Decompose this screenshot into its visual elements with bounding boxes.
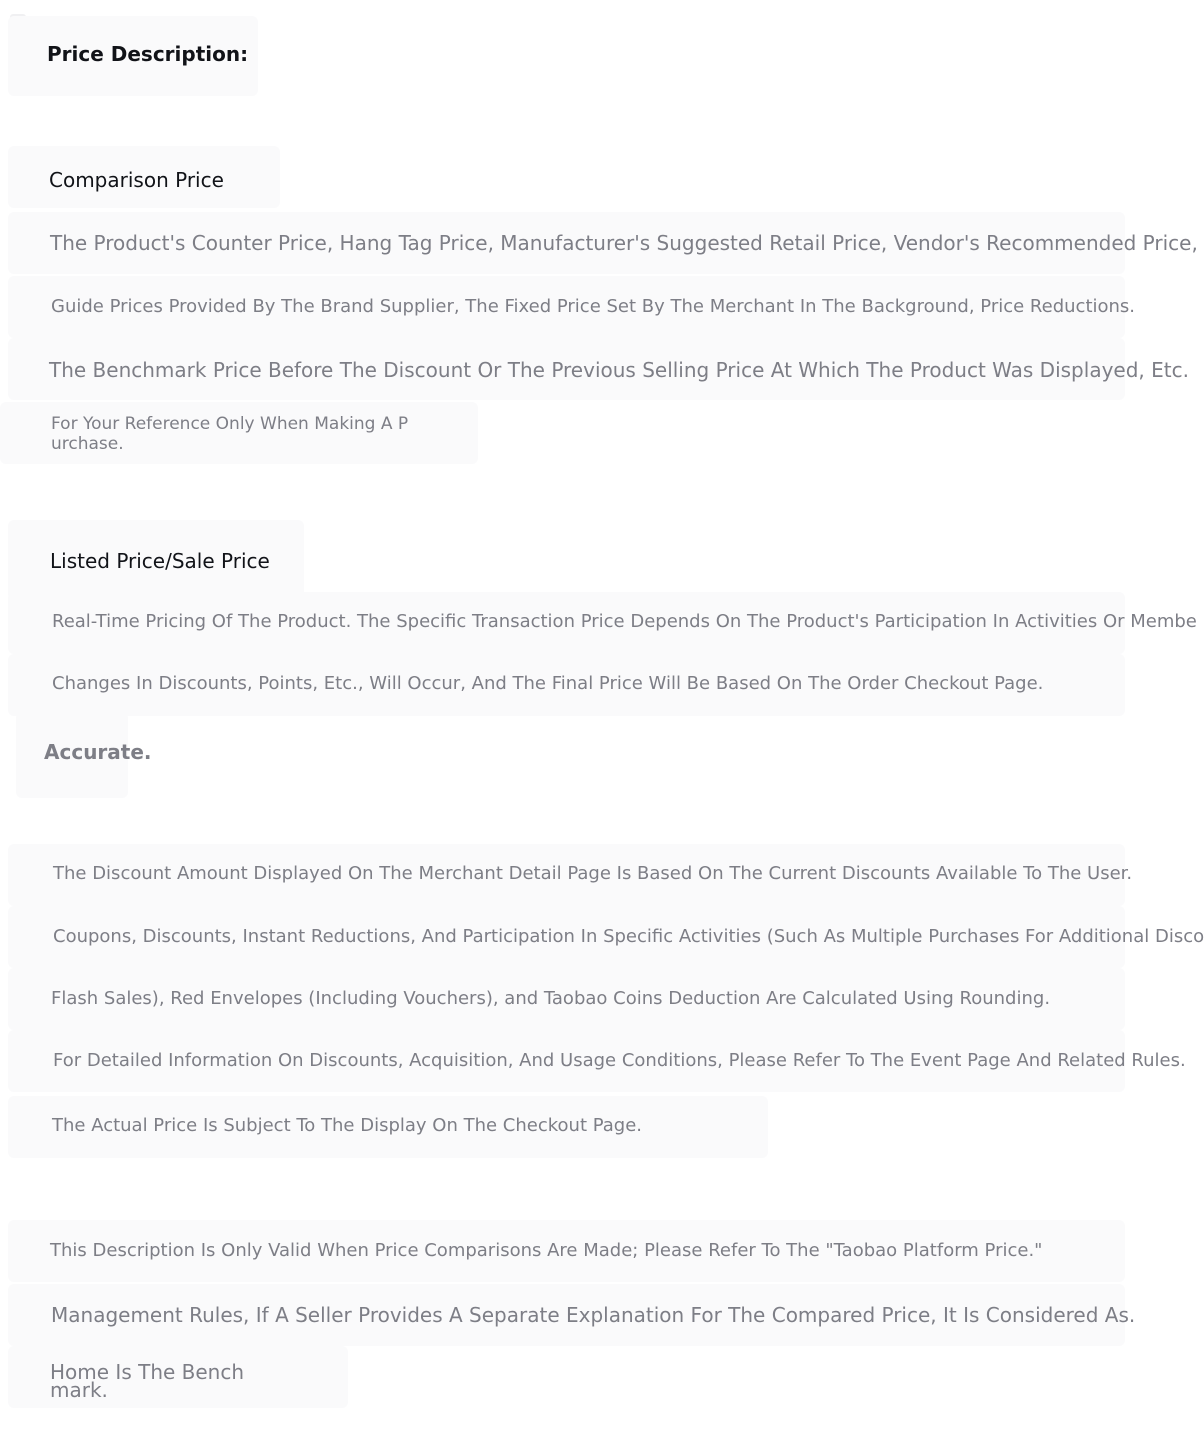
discount-line-3-block bbox=[8, 968, 1125, 1030]
discount-line-1-block bbox=[8, 844, 1133, 906]
comparison-heading-block bbox=[8, 146, 280, 208]
comparison-line-1: The Product's Counter Price, Hang Tag Price, Manufacturer's Suggested Retail Price, Vendor's Recommended Price, bbox=[50, 231, 1198, 255]
notice-line-2: Management Rules, If A Seller Provides A Separate Explanation For The Compared Price, It Is Considered As. bbox=[51, 1303, 1136, 1327]
discount-line-5-block bbox=[8, 1096, 768, 1158]
listed-line-3-block bbox=[16, 712, 152, 798]
listed-line-2: Changes In Discounts, Points, Etc., Will Occur, And The Final Price Will Be Based On The Order Checkout Page. bbox=[52, 673, 1044, 694]
comparison-line-3: The Benchmark Price Before The Discount Or The Previous Selling Price At Which The Product Was Displayed, Etc. bbox=[49, 358, 1189, 382]
comparison-line-1-block bbox=[8, 212, 1198, 274]
notice-line-1: This Description Is Only Valid When Price Comparisons Are Made; Please Refer To The "Taobao Platform Price." bbox=[50, 1240, 1043, 1261]
comparison-heading: Comparison Price bbox=[49, 168, 224, 192]
listed-line-3: Accurate. bbox=[44, 740, 152, 764]
listed-line-1: Real-Time Pricing Of The Product. The Specific Transaction Price Depends On The Product's Participation In Activities Or Membe bbox=[52, 611, 1197, 632]
comparison-line-3-block bbox=[8, 338, 1189, 400]
comparison-line-4-block bbox=[0, 402, 478, 464]
discount-line-3: Flash Sales), Red Envelopes (Including Vouchers), and Taobao Coins Deduction Are Calculated Using Rounding. bbox=[51, 988, 1051, 1009]
notice-line-3: Home Is The Benchmark. bbox=[50, 1360, 245, 1402]
listed-line-2-block bbox=[8, 654, 1125, 716]
discount-line-1: The Discount Amount Displayed On The Merchant Detail Page Is Based On The Current Discounts Available To The User. bbox=[53, 863, 1133, 884]
comparison-line-2: Guide Prices Provided By The Brand Supplier, The Fixed Price Set By The Merchant In The Background, Price Reductions. bbox=[51, 296, 1136, 317]
comparison-line-2-block bbox=[8, 276, 1136, 338]
notice-line-3-block bbox=[8, 1346, 348, 1408]
title-block bbox=[8, 16, 258, 96]
discount-line-5: The Actual Price Is Subject To The Display On The Checkout Page. bbox=[52, 1115, 643, 1136]
comparison-line-4: For Your Reference Only When Making A Purchase. bbox=[51, 414, 409, 454]
discount-line-2: Coupons, Discounts, Instant Reductions, And Participation In Specific Activities (Such As Multiple Purchases For Additional Disco bbox=[53, 926, 1204, 947]
listed-heading: Listed Price/Sale Price bbox=[50, 549, 270, 573]
notice-line-1-block bbox=[8, 1220, 1125, 1282]
discount-line-4-block bbox=[8, 1030, 1186, 1092]
page-title: Price Description: bbox=[47, 42, 249, 66]
discount-line-4: For Detailed Information On Discounts, Acquisition, And Usage Conditions, Please Refer To The Event Page And Related Rules. bbox=[53, 1050, 1186, 1071]
listed-line-1-block bbox=[8, 592, 1197, 654]
listed-heading-block bbox=[8, 520, 304, 600]
discount-line-2-block bbox=[8, 906, 1204, 968]
notice-line-2-block bbox=[8, 1284, 1136, 1346]
